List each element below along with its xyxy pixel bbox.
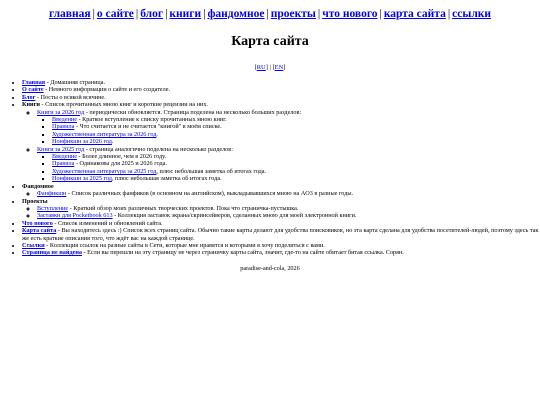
list-item [22, 198, 540, 220]
nav-separator: | [203, 8, 206, 20]
sitemap-link-books-2025-nonfiction[interactable]: Нонфикшн за 2025 год [52, 175, 112, 183]
list-item [52, 116, 540, 123]
nav-link-books[interactable]: книги [169, 8, 202, 20]
list-item [37, 109, 540, 146]
list-item [22, 79, 540, 86]
lang-bracket-open: [ [254, 64, 257, 71]
footer-credit: paradise-and-cola, 2026 [240, 264, 300, 272]
nav-separator: | [266, 8, 269, 20]
sitemap-link-not-found[interactable]: Страница не найдена [22, 249, 82, 257]
lang-link-ru[interactable]: RU [256, 64, 266, 71]
sitemap-link-books-2025-rules[interactable]: Правила [52, 160, 75, 168]
nav-separator: | [135, 8, 139, 20]
sitemap-link-books-2025-fiction[interactable]: Художественная литература за 2025 год [52, 167, 157, 175]
list-item [52, 153, 540, 160]
sitemap-link-sitemap[interactable]: Карта сайта [22, 227, 57, 235]
lang-bracket-close: ] [283, 64, 286, 71]
list-item [22, 101, 540, 182]
section-label-books: Книги [22, 101, 40, 109]
nav-separator: | [379, 8, 382, 20]
sitemap-link-links[interactable]: Ссылки [22, 241, 45, 249]
nav-link-projects[interactable]: проекты [270, 8, 316, 20]
sitemap-link-books-2026-rules[interactable]: Правила [52, 123, 75, 131]
item-description: . [111, 138, 114, 146]
sitemap-link-blog[interactable]: Блог [22, 93, 36, 101]
sitemap-link-books-2026[interactable]: Книги за 2026 год [37, 108, 85, 116]
item-description: , плюс небольшая заметка об итогах года. [111, 175, 222, 183]
item-description: - Список различных фанфиков (в основном на английском), выкладывавшихся мною на AO3 в разные годы. [66, 190, 354, 198]
page-title: Карта сайта [231, 34, 309, 49]
item-description: - Вы находитесь здесь :) Список всех страниц сайта. Обычно такие карты делают для удобства поисковиков, но эта карта сделана для удобства посетителей-людей, поэтому здесь так же есть краткие описания того, что ждёт вас на каждой странице. [22, 227, 539, 242]
lang-link-en[interactable]: EN [274, 64, 284, 71]
nav-separator: | [447, 8, 451, 20]
item-description: - Немного информации о сайте и его создателе. [43, 86, 171, 94]
item-description: - страница аналогично поделена на несколько разделов: [84, 145, 233, 153]
item-description: . [156, 130, 158, 138]
sitemap-link-books-2026-fiction[interactable]: Художественная литература за 2026 год [52, 130, 157, 138]
list-item [52, 123, 540, 130]
item-description: - Домашняя страница. [45, 79, 106, 86]
nav-separator: | [317, 8, 321, 20]
list-item [22, 183, 540, 198]
list-item [37, 205, 540, 212]
sitemap-link-books-2025[interactable]: Книги за 2025 год [37, 145, 85, 153]
item-description: - Посты о всякой всячине. [35, 93, 106, 101]
item-description: - Более длинное, чем в 2026 году. [76, 153, 167, 161]
list-item [22, 86, 540, 93]
sitemap-link-news[interactable]: Что нового [22, 219, 53, 227]
sitemap-link-projects-intro[interactable]: Вступление [37, 204, 69, 212]
language-switcher [0, 64, 540, 71]
item-description: - Одинаковы для 2025 и 2026 года. [74, 160, 167, 168]
sitemap-link-books-2026-nonfiction[interactable]: Нонфикшн за 2026 год [52, 138, 112, 146]
nav-link-sitemap[interactable]: карта сайта [383, 8, 446, 20]
sitemap-link-about[interactable]: О сайте [22, 86, 44, 94]
nav-link-blog[interactable]: блог [140, 8, 164, 20]
lang-separator: ] | [ [265, 64, 275, 71]
sitemap-link-books-2026-intro[interactable]: Введение [52, 116, 77, 124]
list-item [37, 190, 540, 197]
list-item [52, 168, 540, 175]
sitemap-list [0, 79, 540, 257]
nav-link-about[interactable]: о сайте [96, 8, 134, 20]
top-navigation [0, 0, 540, 20]
item-description: - Список изменений и обновлений сайта. [52, 219, 163, 227]
item-description: - Список прочитанных мною книг и короткие рецензии на них. [40, 101, 208, 109]
list-item [22, 227, 540, 242]
list-item [22, 249, 540, 256]
nav-separator: | [165, 8, 168, 20]
list-item [52, 175, 540, 182]
nav-link-links[interactable]: ссылки [452, 8, 492, 20]
sitemap-link-home[interactable]: Главная [22, 79, 46, 86]
sitemap-link-books-2025-intro[interactable]: Введение [52, 153, 77, 161]
item-description: - периодически обновляется. Страница поделена на несколько больших разделов: [84, 108, 302, 116]
list-item [37, 212, 540, 219]
list-item [52, 138, 540, 145]
item-description: - Коллекция ссылок на разные сайты в Сети, которые мне нравятся и которыми я хочу поделиться с вами. [44, 241, 325, 249]
item-description: - Коллекция заставок экрана/скринсейверов, сделанных мною для моей электронной книги. [112, 212, 357, 220]
sitemap-link-fanfiction[interactable]: Фанфикшн [37, 190, 67, 198]
item-description: - Краткое вступление к списку прочитанных мною книг. [76, 116, 227, 124]
list-item [22, 242, 540, 249]
item-description: - Краткий обзор моих различных творческих проектов. Пока что страничка-пустышка. [68, 204, 299, 212]
section-label-projects: Проекты [22, 197, 48, 205]
nav-link-fandom[interactable]: фандомное [207, 8, 265, 20]
list-item [37, 146, 540, 183]
section-label-fandom: Фандомное [22, 182, 54, 190]
sitemap-link-pocketbook-screensavers[interactable]: Заставки для Pocketbook 613 [37, 212, 113, 220]
item-description: - Если вы перешли на эту страницу не через страничку карты сайта, значит, где-то на сайте обитает битая ссылка. Сорян. [82, 249, 404, 257]
list-item [52, 160, 540, 167]
item-description: , плюс небольшая заметка об итогах года. [156, 167, 267, 175]
list-item [22, 94, 540, 101]
nav-separator: | [92, 8, 95, 20]
nav-link-home[interactable]: главная [48, 8, 91, 20]
nav-link-news[interactable]: что нового [322, 8, 378, 20]
list-item [52, 131, 540, 138]
item-description: - Что считается и не считается "книгой" в моём списке. [74, 123, 222, 131]
list-item [22, 220, 540, 227]
